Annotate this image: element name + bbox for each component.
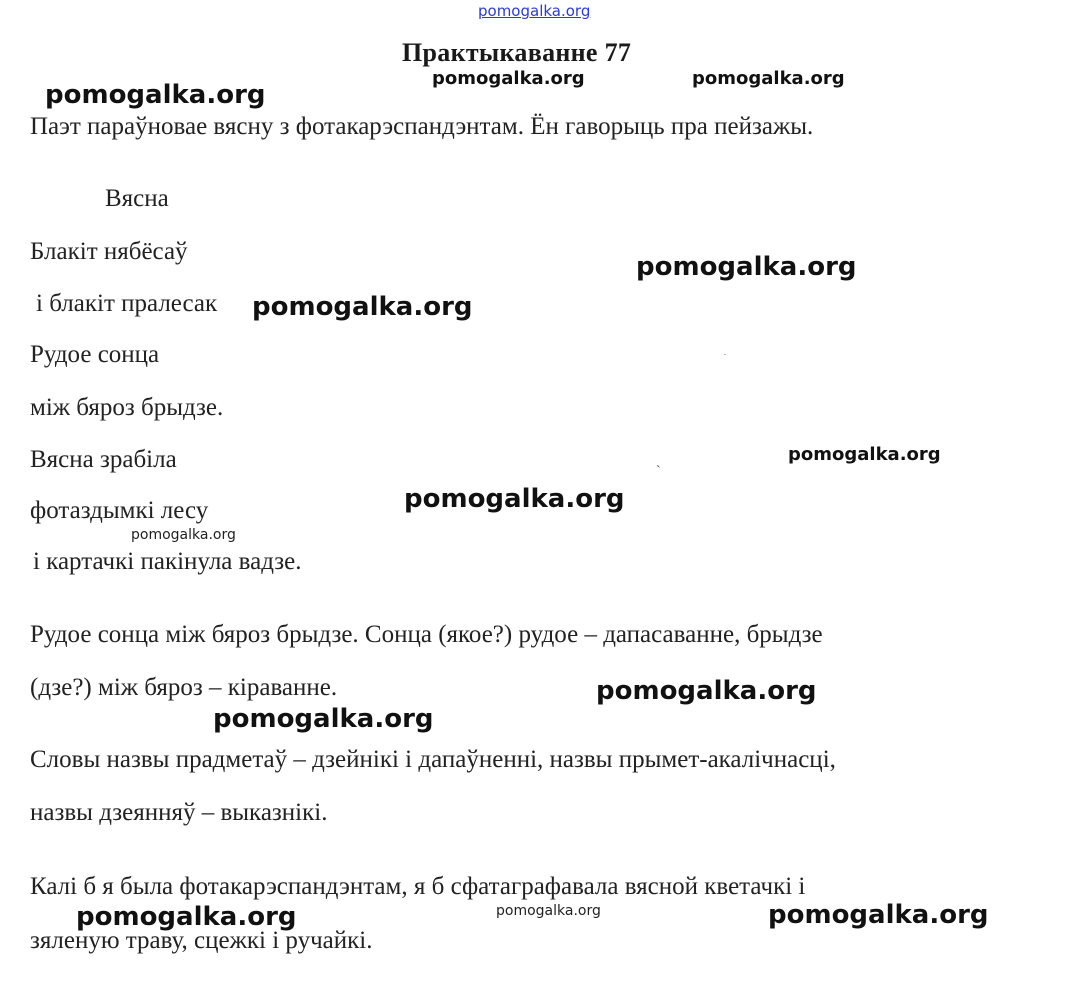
analysis-line: (дзе?) між бяроз – кіраванне.: [30, 674, 338, 701]
poem-title: Вясна: [105, 185, 169, 212]
closing-line: зяленую траву, сцежкі і ручайкі.: [30, 927, 373, 954]
poem-line: фотаздымкі лесу: [30, 497, 209, 524]
intro-text: Паэт параўновае вясну з фотакарэспандэнтам. Ён гаворыць пра пейзажы.: [30, 113, 814, 140]
watermark: pomogalka.org: [45, 80, 266, 110]
page-title: Практыкаванне 77: [402, 38, 632, 67]
watermark: pomogalka.org: [596, 676, 817, 706]
watermark: pomogalka.org: [432, 68, 585, 89]
scan-mark: `: [656, 464, 661, 479]
watermark: pomogalka.org: [213, 704, 434, 734]
watermark: pomogalka.org: [252, 292, 473, 322]
poem-line: Вясна зрабіла: [30, 446, 177, 473]
poem-line: Блакіт нябёсаў: [30, 238, 188, 265]
watermark: pomogalka.org: [768, 900, 989, 930]
watermark: pomogalka.org: [692, 68, 845, 89]
watermark: pomogalka.org: [404, 484, 625, 514]
poem-line: і блакіт пралесак: [36, 290, 218, 317]
words-line: назвы дзеянняў – выказнікі.: [30, 799, 328, 826]
site-link[interactable]: pomogalka.org: [478, 2, 591, 20]
watermark: pomogalka.org: [496, 903, 601, 919]
words-line: Словы назвы прадметаў – дзейнікі і дапаўненні, назвы прымет-акалічнасці,: [30, 746, 836, 773]
scan-mark: .: [724, 348, 726, 357]
poem-line: між бяроз брыдзе.: [30, 394, 224, 421]
poem-line: і картачкі пакінула вадзе.: [33, 548, 302, 575]
watermark: pomogalka.org: [636, 252, 857, 282]
closing-line: Калі б я была фотакарэспандэнтам, я б сфатаграфавала вясной кветачкі і: [30, 873, 806, 900]
poem-line: Рудое сонца: [30, 341, 160, 368]
watermark: pomogalka.org: [131, 527, 236, 543]
watermark: pomogalka.org: [788, 444, 941, 465]
analysis-line: Рудое сонца між бяроз брыдзе. Сонца (якое?) рудое – дапасаванне, брыдзе: [30, 621, 823, 648]
watermark: pomogalka.org: [76, 902, 297, 932]
